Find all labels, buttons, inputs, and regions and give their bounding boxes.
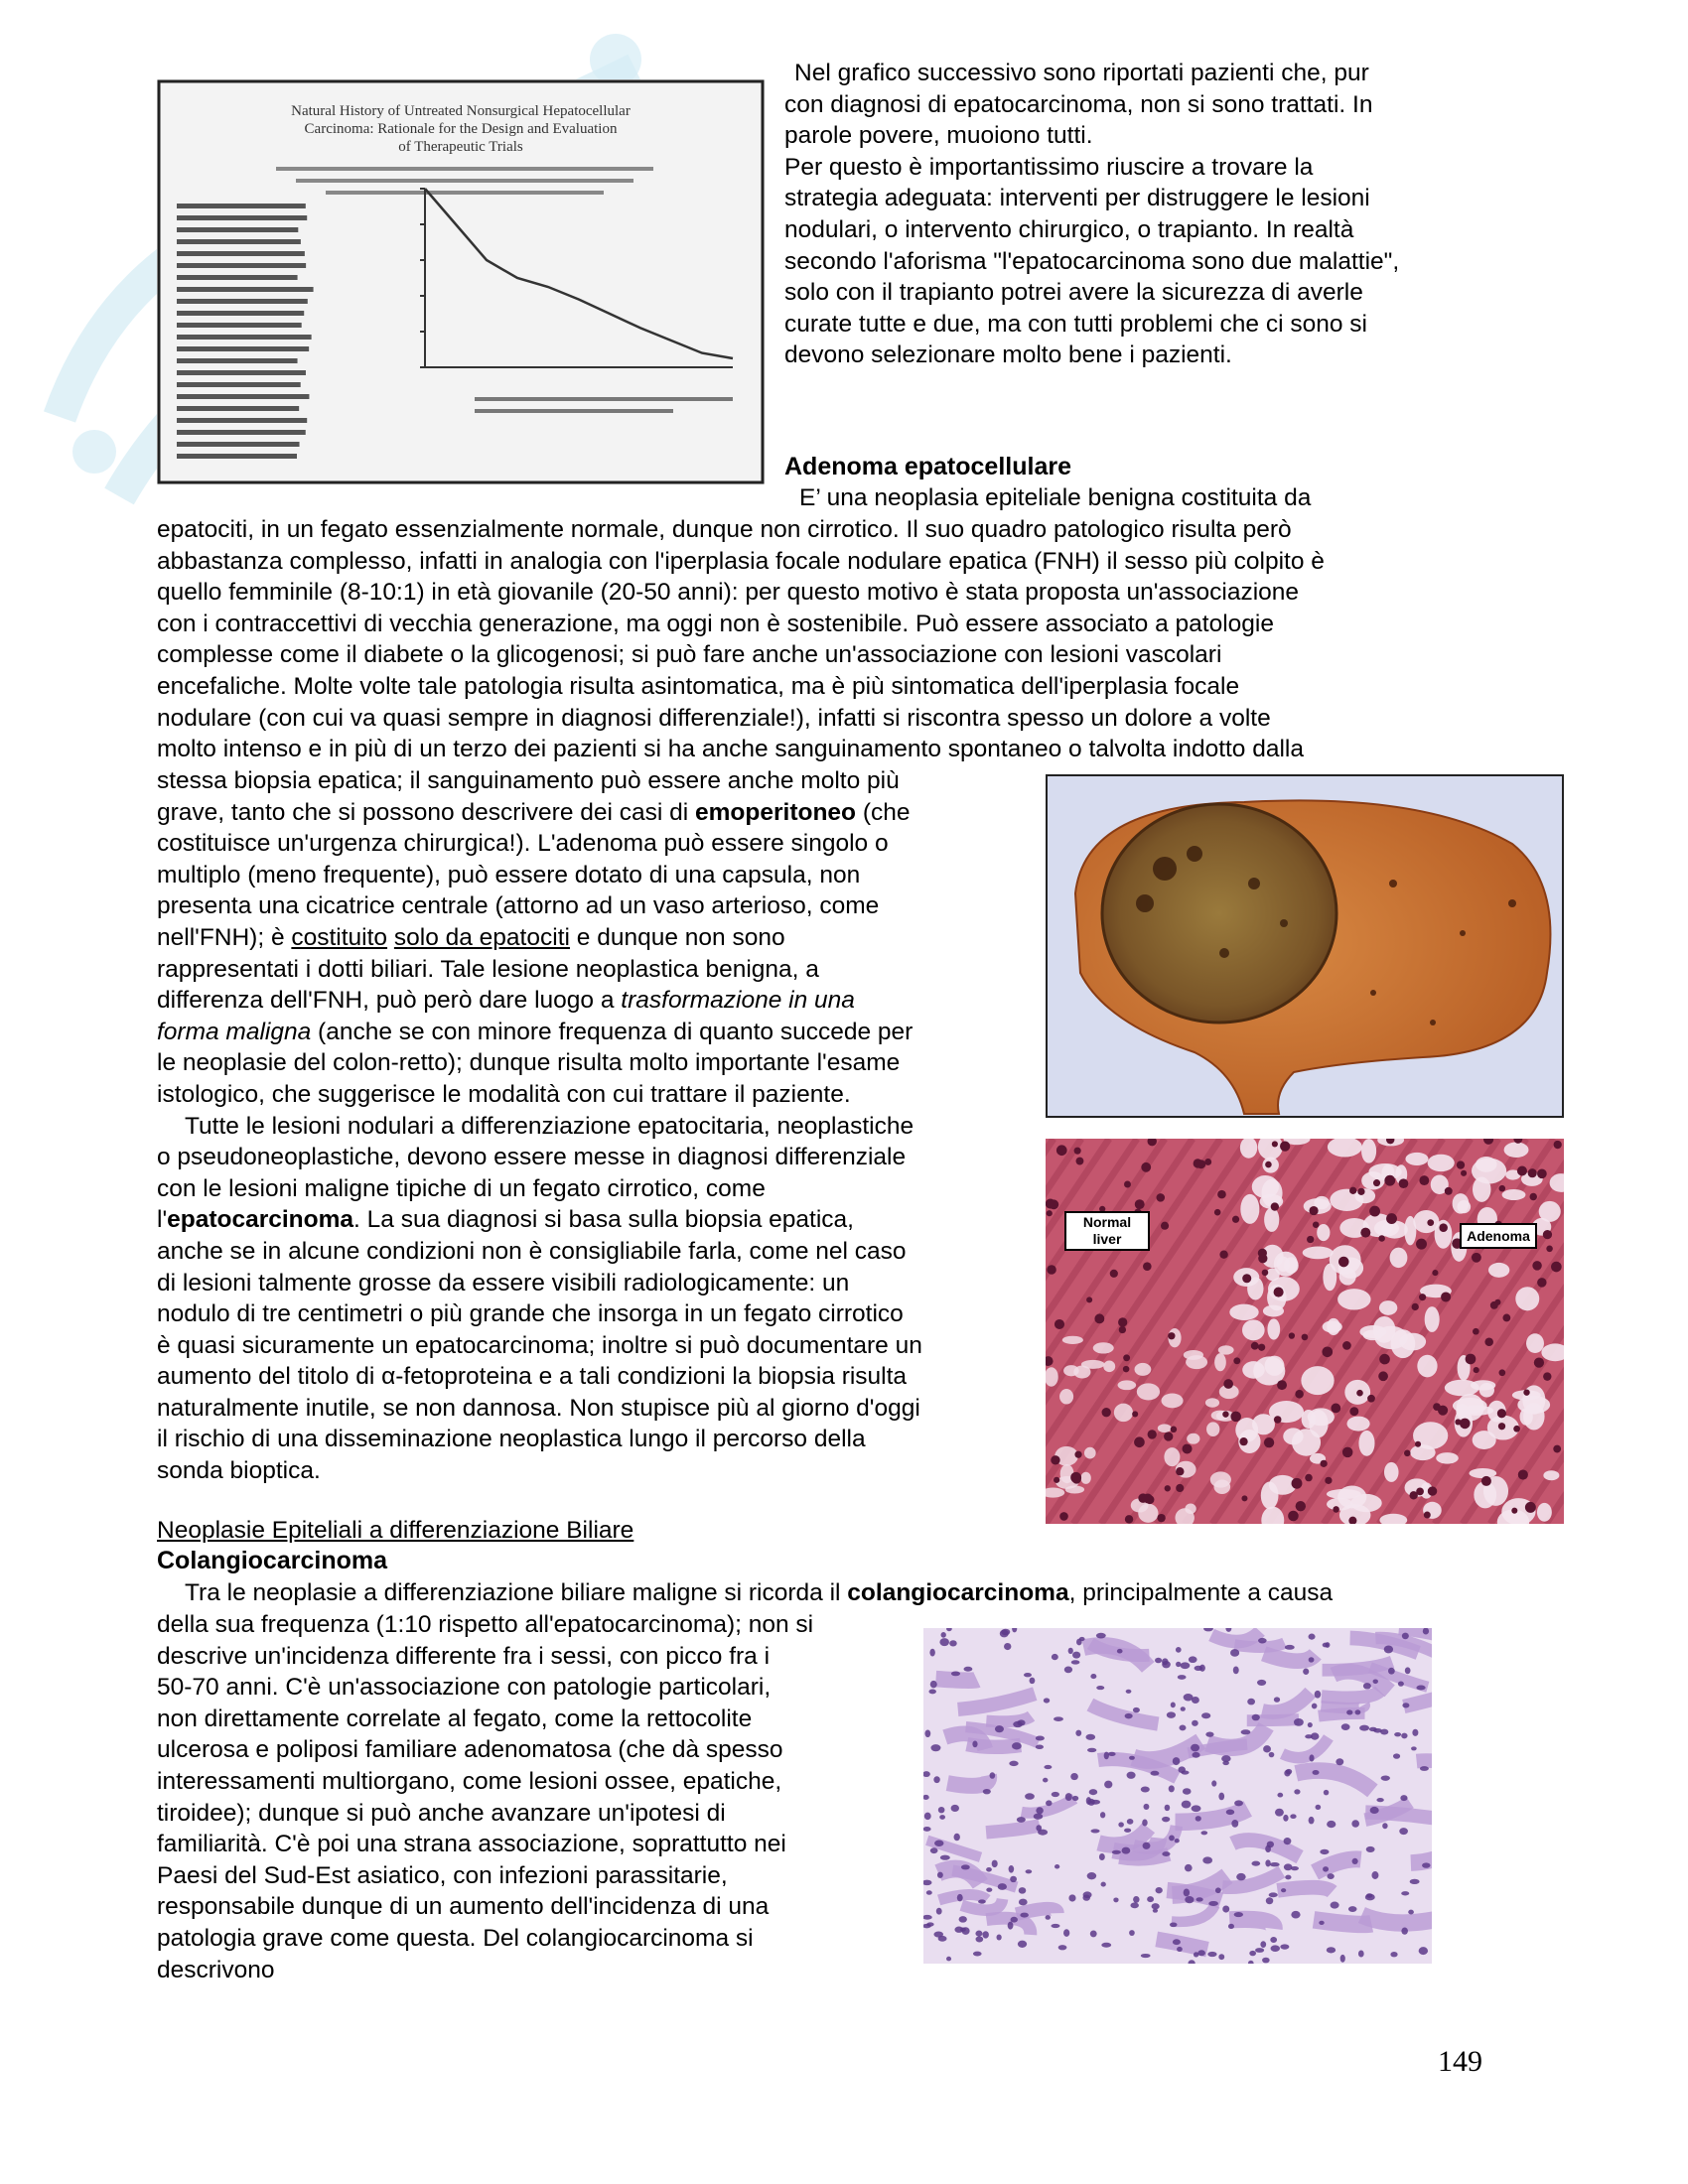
text-line: interessamenti multiorgano, come lesioni ossee, epatiche, — [157, 1767, 782, 1795]
text-line: forma maligna (anche se con minore frequenza di quanto succede per — [157, 1018, 914, 1045]
text-line: è quasi sicuramente un epatocarcinoma; inoltre si può documentare un — [157, 1331, 922, 1359]
text-line: ulcerosa e poliposi familiare adenomatosa (che dà spesso — [157, 1736, 783, 1764]
adenoma-first-line: E’ una neoplasia epiteliale benigna costituita da — [799, 484, 1312, 511]
colangio-histology-photo — [923, 1628, 1432, 1964]
paper-title-2: Carcinoma: Rationale for the Design and Evaluation — [304, 121, 618, 137]
text-line: con le lesioni maligne tipiche di un fegato cirrotico, come — [157, 1174, 766, 1202]
text-line: complesse come il diabete o la glicogenosi; si può fare anche un'associazione con lesioni vascolari — [157, 641, 1222, 669]
text-line: parole povere, muoiono tutti. — [784, 122, 1093, 150]
adenoma-column — [157, 765, 1031, 1487]
text-line: rappresentati i dotti biliari. Tale lesione neoplastica benigna, a — [157, 955, 819, 983]
text-line: Tutte le lesioni nodulari a differenziazione epatocitaria, neoplastiche — [185, 1112, 914, 1140]
label-adenoma: Adenoma — [1467, 1228, 1530, 1244]
text-line: grave, tanto che si possono descrivere dei casi di emoperitoneo (che — [157, 798, 911, 826]
liver-specimen-photo — [1046, 774, 1564, 1118]
page-number: 149 — [1438, 2045, 1482, 2078]
adenoma-paragraph — [157, 514, 1547, 765]
text-line: abbastanza complesso, infatti in analogia con l'iperplasia focale nodulare epatica (FNH) il sesso più colpito è — [157, 547, 1325, 575]
section-heading-colangiocarcinoma: Colangiocarcinoma — [157, 1547, 387, 1574]
text-line: nodulo di tre centimetri o più grande che insorga in un fegato cirrotico — [157, 1300, 904, 1328]
text-line: istologico, che suggerisce le modalità con cui trattare il paziente. — [157, 1080, 851, 1108]
text-line: presenta una cicatrice centrale (attorno ad un vaso arterioso, come — [157, 892, 880, 920]
text-line: solo con il trapianto potrei avere la sicurezza di averle — [784, 279, 1363, 307]
bold-term: emoperitoneo — [695, 798, 857, 826]
text-line: l'epatocarcinoma. La sua diagnosi si basa sulla biopsia epatica, — [157, 1206, 854, 1234]
text-line: o pseudoneoplastiche, devono essere messe in diagnosi differenziale — [157, 1144, 907, 1171]
text-line: Per questo è importantissimo riuscire a trovare la — [784, 153, 1314, 181]
subheading-biliare: Neoplasie Epiteliali a differenziazione Biliare — [157, 1517, 634, 1544]
text-line: quello femminile (8-10:1) in età giovanile (20-50 anni): per questo motivo è stata proposta un'associazione — [157, 579, 1300, 607]
text-line: anche se in alcune condizioni non è consigliabile farla, come nel caso — [157, 1237, 907, 1265]
text-line: curate tutte e due, ma con tutti problemi che ci sono si — [784, 310, 1367, 338]
text-line: Nel grafico successivo sono riportati pazienti che, pur — [794, 60, 1369, 86]
paper-title-1: Natural History of Untreated Nonsurgical Hepatocellular — [291, 103, 631, 119]
text-line: con i contraccettivi di vecchia generazione, ma oggi non è sostenibile. Può essere associato a patologie — [157, 610, 1274, 637]
paper-scan-figure — [157, 79, 765, 484]
intro-paragraph — [784, 58, 1499, 371]
text-line: descrivono — [157, 1956, 275, 1983]
colangio-first-line: Tra le neoplasie a differenziazione biliare maligne si ricorda il colangiocarcinoma, principalmente a causa — [185, 1579, 1334, 1606]
text-line: sonda bioptica. — [157, 1457, 321, 1485]
text-line: 50-70 anni. C'è un'associazione con patologie particolari, — [157, 1674, 772, 1702]
text-line: patologia grave come questa. Del colangiocarcinoma si — [157, 1924, 754, 1952]
text-line: nell'FNH); è costituito solo da epatociti e dunque non sono — [157, 923, 785, 951]
text-line: nodulari, o intervento chirurgico, o trapianto. In realtà — [784, 215, 1354, 243]
svg-text:liver: liver — [1092, 1231, 1122, 1247]
text-line: della sua frequenza (1:10 rispetto all'epatocarcinoma); non si — [157, 1611, 814, 1638]
text-line: epatociti, in un fegato essenzialmente normale, dunque non cirrotico. Il suo quadro patologico risulta però — [157, 516, 1292, 543]
text-line: con diagnosi di epatocarcinoma, non si sono trattati. In — [784, 90, 1373, 118]
text-line: tiroidee); dunque si può anche avanzare un'ipotesi di — [157, 1799, 726, 1827]
text-line: di lesioni talmente grosse da essere visibili radiologicamente: un — [157, 1269, 850, 1297]
text-line: aumento del titolo di α-fetoproteina e a tali condizioni la biopsia risulta — [157, 1363, 908, 1391]
adenoma-histology-photo — [1046, 1139, 1564, 1524]
text-line: stessa biopsia epatica; il sanguinamento può essere anche molto più — [157, 767, 900, 794]
text-line: le neoplasie del colon-retto); dunque risulta molto importante l'esame — [157, 1049, 901, 1077]
text-line: Paesi del Sud-Est asiatico, con infezioni parassitarie, — [157, 1861, 728, 1889]
text-line: strategia adeguata: interventi per distruggere le lesioni — [784, 185, 1370, 212]
text-line: non direttamente correlate al fegato, come la rettocolite — [157, 1705, 753, 1732]
text-line: descrive un'incidenza differente fra i sessi, con picco fra i — [157, 1642, 771, 1670]
text-line: nodulare (con cui va quasi sempre in diagnosi differenziale!), infatti si riscontra spesso un dolore a volte — [157, 704, 1271, 732]
text-line: naturalmente inutile, se non dannosa. Non stupisce più al giorno d'oggi — [157, 1394, 920, 1422]
text-line: encefaliche. Molte volte tale patologia risulta asintomatica, ma è più sintomatica dell'iperplasia focale — [157, 672, 1240, 700]
paper-title-3: of Therapeutic Trials — [398, 139, 523, 155]
text-line: costituisce un'urgenza chirurgica!). L'adenoma può essere singolo o — [157, 830, 889, 858]
text-line: differenza dell'FNH, può però dare luogo a trasformazione in una — [157, 987, 855, 1015]
text-line: devono selezionare molto bene i pazienti. — [784, 341, 1232, 369]
text-line: familiarità. C'è poi una strana associazione, soprattutto nei — [157, 1831, 786, 1858]
text-line: responsabile dunque di un aumento dell'incidenza di una — [157, 1893, 770, 1921]
colangio-column — [157, 1609, 892, 1985]
section-heading-adenoma: Adenoma epatocellulare — [784, 453, 1071, 480]
text-line: il rischio di una disseminazione neoplastica lungo il percorso della — [157, 1426, 866, 1453]
text-line: secondo l'aforisma "l'epatocarcinoma sono due malattie", — [784, 247, 1400, 275]
text-line: molto intenso e in più di un terzo dei pazienti si ha anche sanguinamento spontaneo o talvolta indotto dalla — [157, 736, 1305, 763]
label-normal-liver: Normal — [1082, 1214, 1132, 1230]
text-line: multiplo (meno frequente), può essere dotato di una capsula, non — [157, 861, 861, 888]
